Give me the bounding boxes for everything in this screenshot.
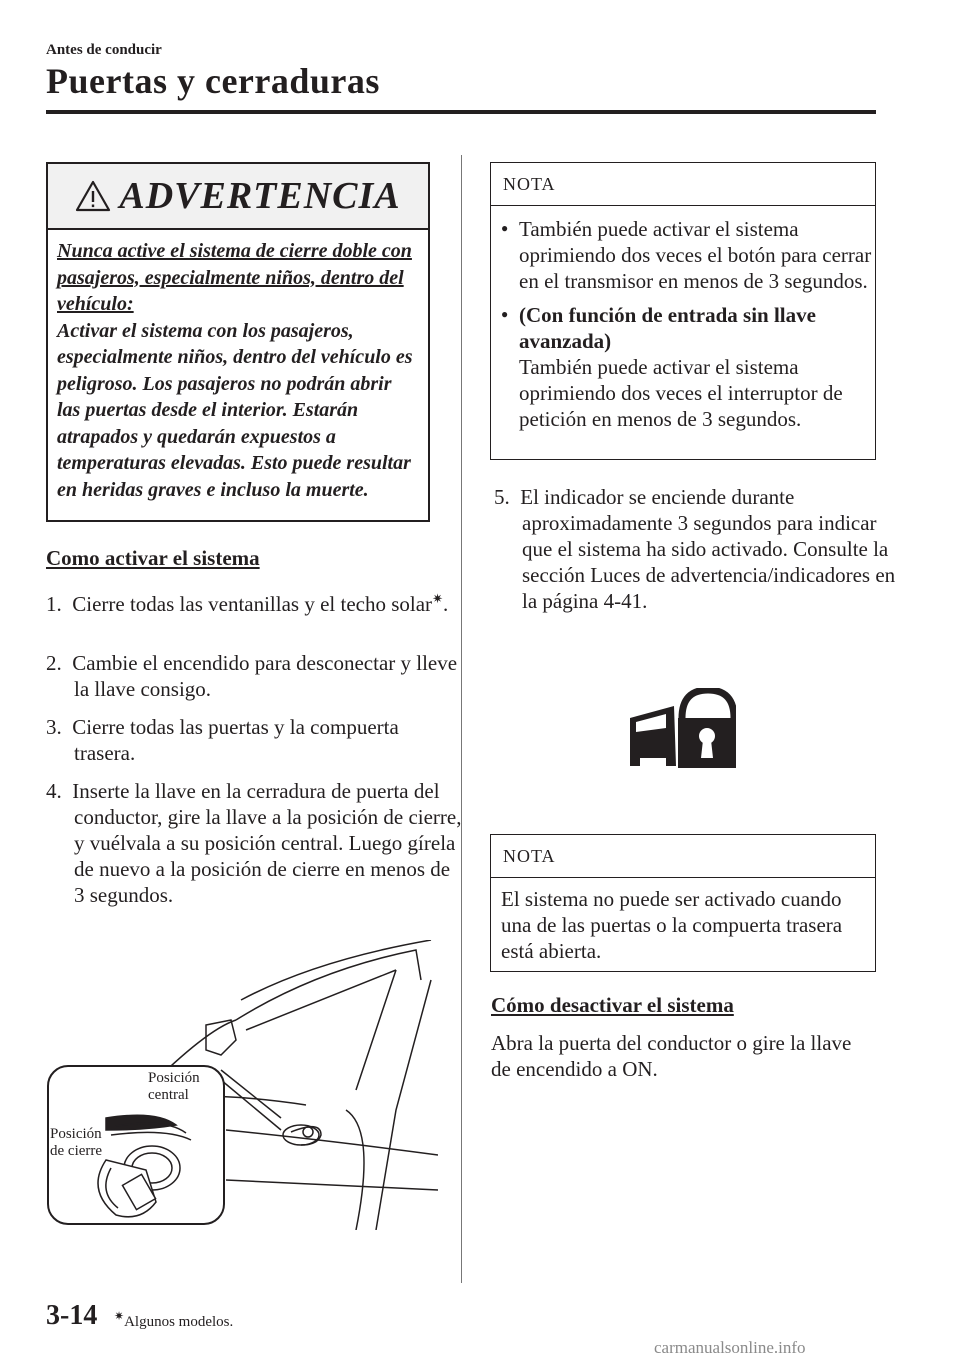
watermark: carmanualsonline.info [654,1338,806,1357]
security-indicator-icon [626,688,736,770]
note-1-item-2-heading: (Con función de entrada sin llave avanzada) [519,303,816,353]
bullet-icon: ● [501,221,509,235]
page-title: Puertas y cerraduras [46,61,380,101]
step-5-num: 5. [494,485,510,509]
activate-heading: Como activar el sistema [46,546,260,570]
section-label: Antes de conducir [46,42,162,58]
step-4 [46,778,462,908]
note-box-1 [490,162,876,460]
bullet-icon: ● [501,307,509,321]
step-1-num: 1. [46,592,62,616]
step-1-text: Cierre todas las ventanillas y el techo solar [72,592,433,616]
note-1-item-2 [491,302,875,432]
note-2-text: El sistema no puede ser activado cuando una de las puertas o la compuerta trasera está abierta. [501,887,843,963]
step-1-end: . [442,592,449,616]
warning-title: ADVERTENCIA [119,175,401,217]
deactivate-text: Abra la puerta del conductor o gire la llave de encendido a ON. [491,1031,852,1081]
footnote-text: Algunos modelos. [124,1314,234,1330]
note-box-2 [490,834,876,972]
warning-body [48,230,428,503]
step-3 [46,714,459,766]
step-3-text: Cierre todas las puertas y la compuerta trasera. [72,715,399,765]
step-2-num: 2. [46,651,62,675]
step-5-text: El indicador se enciende durante aproximadamente 3 segundos para indicar que el sistema ha sido activado. Consulte la sección Luces de advertencia/indicadores en la página 4-41. [520,485,896,613]
label-lock-line2: de cierre [50,1143,103,1159]
warning-header [48,164,428,230]
note-1-heading: NOTA [491,163,875,206]
label-lock-position [50,1126,102,1160]
optional-mark: ✷ [432,591,443,606]
column-divider [461,155,462,1283]
car-door-key-icon [46,940,438,1230]
label-central-line1: Posición [148,1070,200,1086]
step-4-num: 4. [46,779,62,803]
title-rule [46,110,876,114]
note-1-item-1 [491,216,875,294]
warning-triangle-icon [75,180,111,212]
step-5 [494,484,906,614]
step-4-text: Inserte la llave en la cerradura de puerta del conductor, gire la llave a la posición de cierre, y vuélvala a su posición central. Luego gírela de nuevo a la posición de cierre en menos de 3 segundos. [72,779,462,907]
step-2 [46,650,459,702]
warning-lead: Nunca active el sistema de cierre doble con pasajeros, especialmente niños, dentro del vehículo: [57,240,412,315]
label-lock-line1: Posición [50,1126,102,1142]
label-central-position [148,1070,200,1104]
step-2-text: Cambie el encendido para desconectar y lleve la llave consigo. [72,651,458,701]
label-central-line2: central [148,1087,189,1103]
step-1 [46,586,459,617]
page-number: 3-14 [46,1300,98,1331]
step-3-num: 3. [46,715,62,739]
footnote-mark: ✷ [114,1309,125,1323]
door-lock-illustration [46,940,438,1230]
note-1-item-1-text: También puede activar el sistema oprimiendo dos veces el botón para cerrar en el transmisor en menos de 3 segundos. [519,217,872,293]
note-1-item-2-text: También puede activar el sistema oprimiendo dos veces el interruptor de petición en menos de 3 segundos. [519,355,843,431]
warning-text: Activar el sistema con los pasajeros, especialmente niños, dentro del vehículo es peligroso. Los pasajeros no podrán abrir las puertas desde el interior. Estarán atrapados y quedarán expuestos a temperaturas elevadas. Esto puede resultar en heridas graves e incluso la muerte. [57,319,413,501]
warning-box [46,162,430,522]
deactivate-heading: Cómo desactivar el sistema [491,993,734,1017]
footnote [114,1309,233,1331]
note-2-heading: NOTA [491,835,875,878]
